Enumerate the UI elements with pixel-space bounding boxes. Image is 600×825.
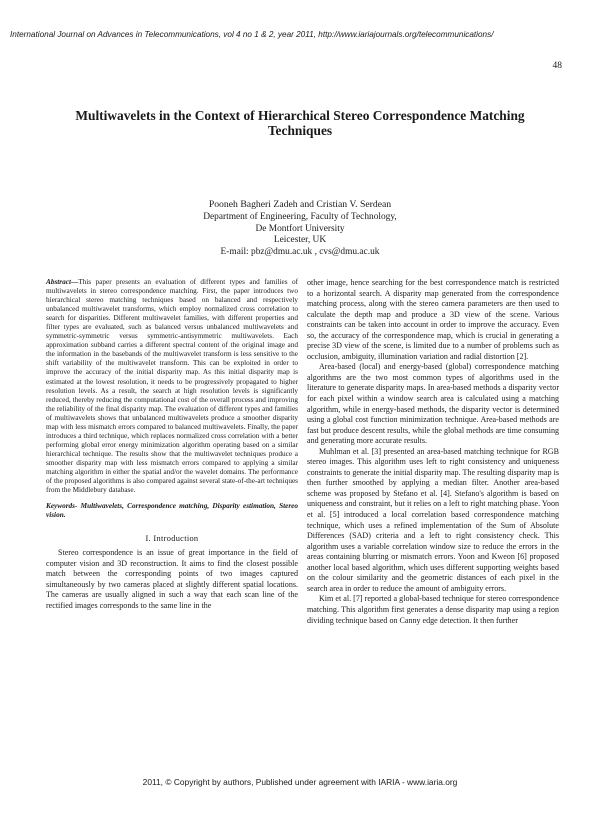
paper-title: Multiwavelets in the Context of Hierarchical Stereo Correspondence Matching Techniques	[75, 108, 525, 138]
affiliation-department: Department of Engineering, Faculty of Technology,	[203, 212, 397, 222]
affiliation-block	[100, 212, 500, 259]
abstract	[46, 278, 298, 495]
right-column	[307, 278, 559, 626]
right-paragraph-4: Kim et al. [7] reported a global-based technique for stereo correspondence matching. This algorithm first generates a dense disparity map using a region dividing technique based on Canny edge detection. It then further	[307, 594, 559, 625]
right-paragraph-2: Area-based (local) and energy-based (global) correspondence matching algorithms are the two most common types of algorithms used in the literature to generate disparity maps. In area-based methods a disparity vector for each pixel within a window search area is calculated using a matching algorithm, while in energy-based methods, the disparity vector is determined using a global cost function minimization technique. Area-based methods are fast but produce descent results, while the global methods are time consuming and generating more accurate results.	[307, 362, 559, 446]
affiliation-location: Leicester, UK	[273, 235, 327, 246]
left-column	[46, 278, 298, 612]
affiliation-university: De Montfort University	[255, 223, 345, 234]
intro-paragraph: Stereo correspondence is an issue of great importance in the field of computer vision and 3D reconstruction. It aims to find the closest possible match between the corresponding points of two images captured simultaneously by two cameras placed at slightly different spatial locations. The cameras are usually aligned in such a way that each scan line of the rectified images corresponds to the same line in the	[46, 548, 298, 610]
journal-header: International Journal on Advances in Telecommunications, vol 4 no 1 & 2, year 2011, http://www.iariajournals.org/telecommunications/	[10, 30, 494, 39]
author-names: Pooneh Bagheri Zadeh and Cristian V. Serdean	[208, 199, 392, 210]
page-number: 48	[552, 61, 562, 71]
keywords: Keywords- Multiwavelets, Correspondence matching, Disparity estimation, Stereo vision.	[46, 502, 298, 520]
affiliation-email: E-mail: pbz@dmu.ac.uk , cvs@dmu.ac.uk	[220, 247, 380, 258]
right-paragraph-1: other image, hence searching for the best correspondence match is restricted to a horizontal search. A disparity map generated from the correspondence matching process, along with the stereo camera parameters are then used to calculate the depth map and produce a 3D view of the scene. Various constraints can be taken into account in order to improve the accuracy. Even so, the accuracy of the correspondence map, which is crucial in generating a precise 3D view of the scene, is limited due to a number of problems such as occlusion, ambiguity, illumination variation and radial distortion [2].	[307, 278, 559, 361]
section-heading-introduction: I. Introduction	[145, 534, 199, 544]
abstract-lead: Abstract—	[46, 278, 79, 286]
abstract-text: This paper presents an evaluation of different types and families of multiwavelets in stereo correspondence matching. First, the paper introduces two hierarchical stereo matching techniques based on balanced and respectively unbalanced multiwavelet transforms, which employ normalized cross correlation to search for disparities. Different multiwavelet families, with different properties and filter types are evaluated, such as balanced versus unbalanced multiwavelets and symmetric-symmetric versus symmetric-antisymmetric multiwavelets. Each approximation subband carries a different spectral content of the original image and the information in the basebands of the multiwavelet transform is less sensitive to the shift variability of the multiwavelet transform. This can be exploited in order to improve the accuracy of the initial disparity map. As this initial disparity map is estimated at the lowest resolution, it needs to be progressively propagated to higher resolution levels. As a result, the search at high resolution levels is significantly reduced, thereby reducing the computational cost of the overall process and improving the reliability of the final disparity map. The evaluation of different types and families of multiwavelets shows that unbalanced multiwavelets produce a smoother disparity map with less mismatch errors compared to balanced multiwavelets. Finally, the paper introduces a third technique, which replaces normalized cross correlation with a better performing global error energy minimization algorithm operating based on a similar hierarchical technique. The results show that the multiwavelet techniques produce a smoother disparity map with less mismatch errors compared to applying a similar matching algorithm in either the spatial and/or the wavelet domains. The performance of the proposed algorithms is also compared against several state-of-the-art techniques from the Middlebury database.	[46, 278, 298, 495]
right-paragraph-3: Muhlman et al. [3] presented an area-based matching technique for RGB stereo images. This algorithm uses left to right consistency and uniqueness constraints to generate the initial disparity map. The resulting disparity map is then further smoothed by applying a median filter. Another area-based scheme was proposed by Stefano et al. [4]. Stefano's algorithm is based on uniqueness and constraint, but it relies on a left to right matching phase. Yoon et al. [5] introduced a local correlation based correspondence matching technique, which uses a refined implementation of the Sum of Absolute Differences (SAD) criteria and a left to right consistency check. This algorithm uses a variable correlation window size to reduce the errors in the areas containing blurring or mismatch errors. Yoon and Kweon [6] proposed another local based algorithm, which uses different supporting weights based on the colour similarity and the geometric distances of each pixel in the search area in order to reduce the amount of ambiguity errors.	[307, 446, 559, 593]
copyright-footer: 2011, © Copyright by authors, Published under agreement with IARIA - www.iaria.org	[142, 777, 458, 787]
